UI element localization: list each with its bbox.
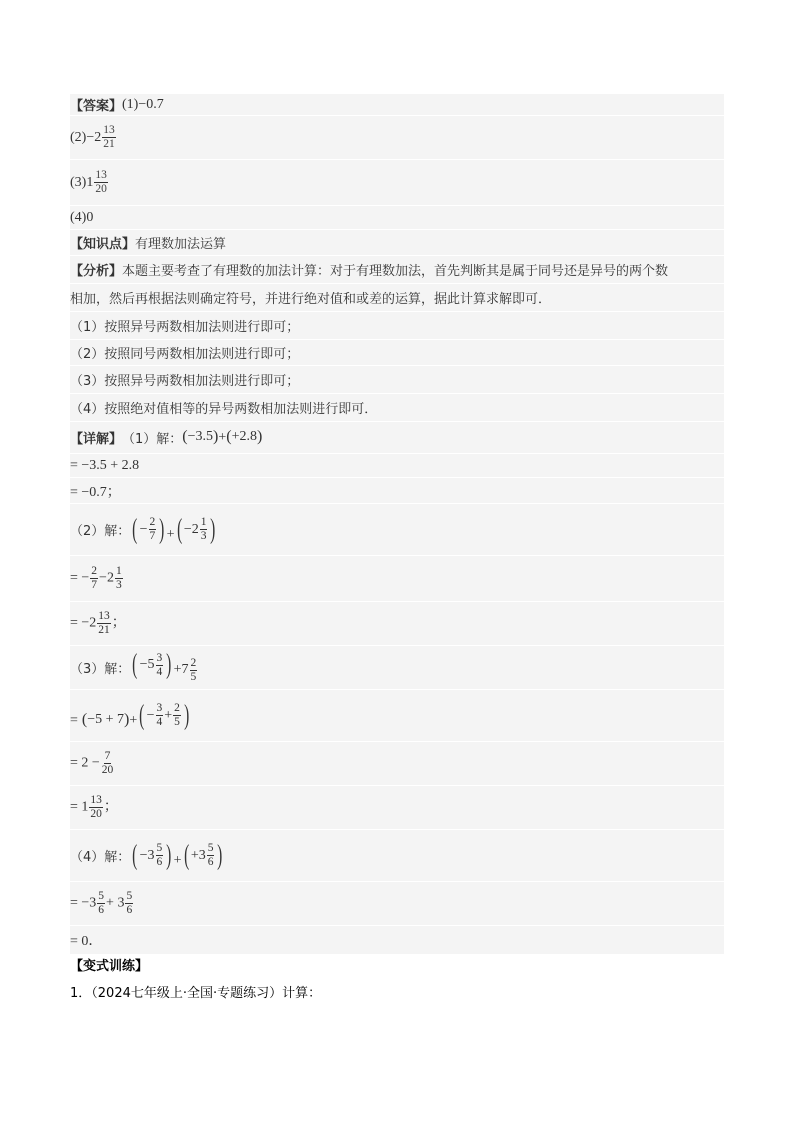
answer-line-2: (2)−2 $\frac{13}{21}$	[70, 116, 724, 160]
detail-step2-head: （2）解： ( − $\frac{2}{7}$ ) + ( −2 $\frac{1}{3}$ )	[70, 504, 724, 556]
answer-part-1: (1)−0.7	[122, 96, 164, 112]
detail-step4-line-2: = −3 $\frac{5}{6}$ + 3 $\frac{5}{6}$	[70, 882, 724, 926]
analysis-item-2: （2）按照同号两数相加法则进行即可；	[70, 340, 724, 366]
detail-line-3: = −0.7；	[70, 478, 724, 504]
detail-step3-line-3: = 2 − $\frac{7}{20}$	[70, 742, 724, 786]
detail-step3-line-2: = ( −5 + 7 ) + ( − $\frac{3}{4}$ + $\frac{2}{5}$ )	[70, 690, 724, 742]
detail-line-1: 【详解】 （1）解： ( −3.5 ) + ( +2.8 )	[70, 422, 724, 454]
answer-label: 【答案】	[70, 99, 123, 114]
knowledge-line	[70, 230, 724, 256]
detail-label: 【详解】	[70, 432, 123, 447]
answer-fraction-2: $\frac{13}{21}$	[103, 124, 115, 150]
analysis-item-1: （1）按照异号两数相加法则进行即可；	[70, 312, 724, 340]
knowledge-label: 【知识点】	[70, 237, 136, 252]
analysis-line-1: 【分析】 本题主要考查了有理数的加法计算：对于有理数加法，首先判断其是属于同号还是异号的两个数	[70, 256, 724, 284]
detail-step2-line-2: = − $\frac{2}{7}$ −2 $\frac{1}{3}$	[70, 556, 724, 602]
step4-expression: ( −3 $\frac{5}{6}$ ) + ( +3 $\frac{5}{6}$ )	[132, 839, 223, 871]
analysis-item-4: （4）按照绝对值相等的异号两数相加法则进行即可．	[70, 394, 724, 422]
step2-expression: ( − $\frac{2}{7}$ ) + ( −2 $\frac{1}{3}$ )	[132, 513, 216, 545]
detail-step3-line-4: = 1 $\frac{13}{20}$ ；	[70, 786, 724, 830]
analysis-item-3: （3）按照异号两数相加法则进行即可；	[70, 366, 724, 394]
analysis-label: 【分析】	[70, 264, 123, 279]
detail-step2-line-3: = −2 $\frac{13}{21}$ ；	[70, 602, 724, 646]
detail-step4-line-3: = 0．	[70, 934, 103, 949]
question-1: 1．（2024七年级上·全国·专题练习）计算：	[70, 986, 322, 1001]
answer-line-3: (3)1 $\frac{13}{20}$	[70, 160, 724, 206]
answer-line-1	[70, 94, 724, 116]
step3-expression: ( −5 $\frac{3}{4}$ ) +7 $\frac{2}{5}$	[132, 649, 197, 683]
answer-fraction-3: $\frac{13}{20}$	[95, 169, 107, 195]
analysis-line-2: 相加，然后再根据法则确定符号，并进行绝对值和或差的运算，据此计算求解即可．	[70, 284, 724, 312]
detail-step3-head: （3）解： ( −5 $\frac{3}{4}$ ) +7 $\frac{2}{5}$	[70, 646, 724, 690]
answer-line-4: (4)0	[70, 206, 724, 230]
step1-expression: ( −3.5 ) + ( +2.8 )	[182, 428, 263, 445]
knowledge-text: 有理数加法运算	[135, 237, 227, 252]
variant-heading: 【变式训练】	[70, 959, 149, 974]
detail-line-2: = −3.5 + 2.8	[70, 454, 724, 478]
detail-step4-head: （4）解： ( −3 $\frac{5}{6}$ ) + ( +3 $\frac{5}{6}$ )	[70, 830, 724, 882]
